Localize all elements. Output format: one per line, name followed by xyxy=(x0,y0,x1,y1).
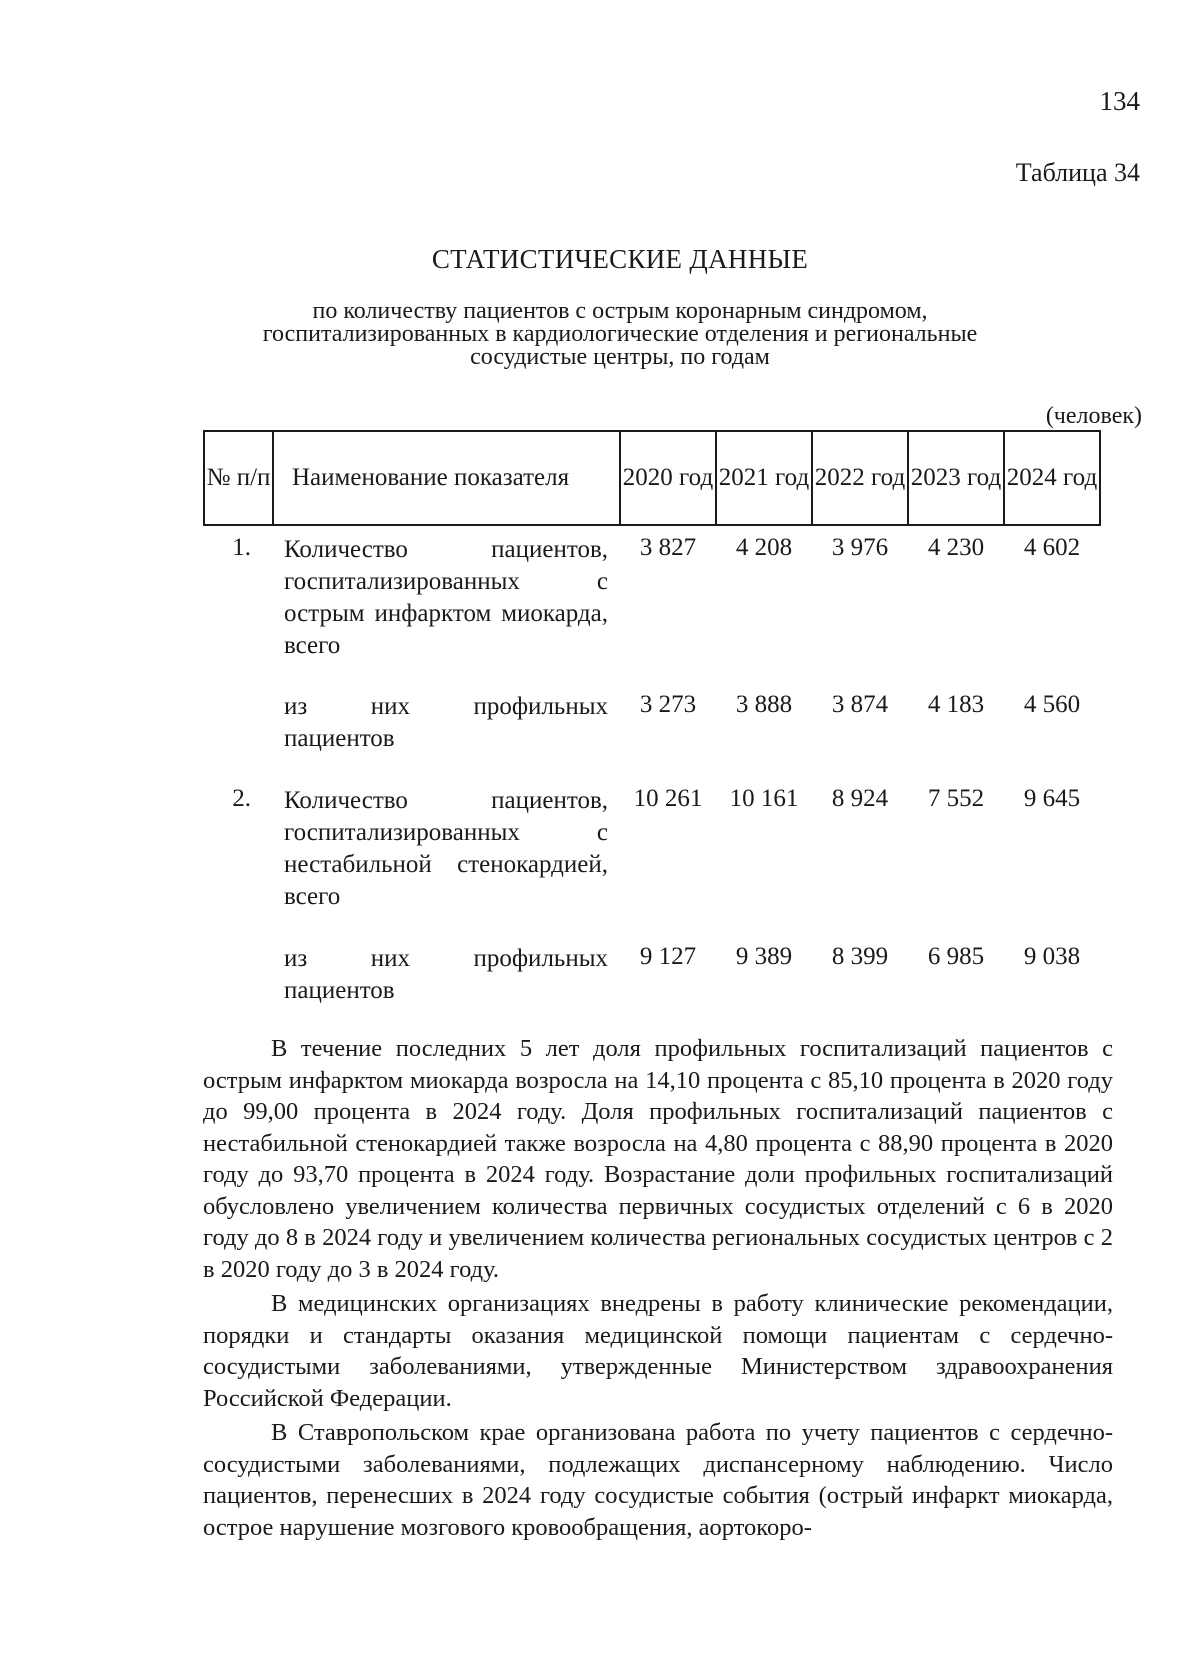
row-value-2023: 6 985 xyxy=(927,943,985,970)
header-indicator-name: Наименование показателя xyxy=(273,431,620,525)
header-year-2022: 2022 год xyxy=(812,431,908,525)
table-header-row xyxy=(204,431,1100,525)
row-value-2021: 10 161 xyxy=(729,785,799,812)
row-value-2020: 3 273 xyxy=(639,691,697,718)
paragraph: В медицинских организациях внедрены в работу клинические рекомендации, порядки и стандарты оказания медицинской помощи пациентам с сердечно-сосудистыми заболеваниями, утвержденные Министерством здравоохранения Российской Федерации. xyxy=(203,1290,1113,1412)
subtitle-line: по количеству пациентов с острым коронарным синдромом, xyxy=(312,298,928,324)
statistics-table xyxy=(203,430,1101,1015)
row-value-2024: 9 645 xyxy=(1023,785,1081,812)
subtitle-line: сосудистые центры, по годам xyxy=(470,344,770,370)
row-value-2020: 10 261 xyxy=(633,785,703,812)
row-number: 1. xyxy=(232,534,251,561)
row-value-2022: 8 924 xyxy=(831,785,889,812)
row-number xyxy=(204,935,273,1015)
row-value-2021: 9 389 xyxy=(735,943,793,970)
row-value-2024: 4 602 xyxy=(1023,534,1081,561)
row-number xyxy=(204,683,273,777)
row-value-2020: 3 827 xyxy=(639,534,697,561)
row-value-2024: 4 560 xyxy=(1023,691,1081,718)
table-row xyxy=(204,935,1100,1015)
header-year-2023: 2023 год xyxy=(908,431,1004,525)
header-year-2020: 2020 год xyxy=(620,431,716,525)
table-row xyxy=(204,683,1100,777)
header-year-2024: 2024 год xyxy=(1004,431,1100,525)
table-row xyxy=(204,525,1100,683)
row-value-2020: 9 127 xyxy=(639,943,697,970)
page-number: 134 xyxy=(1099,86,1140,116)
paragraph: В течение последних 5 лет доля профильных госпитализаций пациентов с острым инфарктом миокарда возросла на 14,10 процента с 85,10 процента в 2020 году до 99,00 процента в 2024 году. Доля профильных госпитализаций пациентов с нестабильной стенокардией также возросла на 4,80 процента с 88,90 процента в 2020 году до 93,70 процента в 2024 году. Возрастание доли профильных госпитализаций обусловлено увеличением количества первичных сосудистых отделений с 6 в 2020 году до 8 в 2024 году и увеличением количества региональных сосудистых центров с 2 в 2020 году до 3 в 2024 году. xyxy=(203,1035,1113,1283)
row-value-2021: 3 888 xyxy=(735,691,793,718)
row-value-2022: 8 399 xyxy=(831,943,889,970)
row-indicator-name: из них профильных пациентов xyxy=(284,945,608,1004)
document-subtitle xyxy=(200,300,1040,369)
body-text xyxy=(203,1033,1113,1546)
units-label: (человек) xyxy=(1045,403,1142,429)
row-value-2024: 9 038 xyxy=(1023,943,1081,970)
row-indicator-name: из них профильных пациентов xyxy=(284,693,608,752)
row-value-2022: 3 976 xyxy=(831,534,889,561)
table-label: Таблица 34 xyxy=(1015,158,1140,187)
row-indicator-name: Количество пациентов, госпитализированных с острым инфарктом миокарда, всего xyxy=(284,536,608,659)
header-number: № п/п xyxy=(204,431,273,525)
row-value-2023: 4 230 xyxy=(927,534,985,561)
row-value-2022: 3 874 xyxy=(831,691,889,718)
row-value-2023: 7 552 xyxy=(927,785,985,812)
row-number: 2. xyxy=(232,785,251,812)
table-row xyxy=(204,777,1100,935)
row-value-2021: 4 208 xyxy=(735,534,793,561)
paragraph: В Ставропольском крае организована работа по учету пациентов с сердечно-сосудистыми заболеваниями, подлежащих диспансерному наблюдению. Число пациентов, перенесших в 2024 году сосудистые события (острый инфаркт миокарда, острое нарушение мозгового кровообращения, аортокоро- xyxy=(203,1419,1113,1541)
subtitle-line: госпитализированных в кардиологические отделения и региональные xyxy=(262,321,978,347)
row-value-2023: 4 183 xyxy=(927,691,985,718)
row-indicator-name: Количество пациентов, госпитализированных с нестабильной стенокардией, всего xyxy=(284,787,608,910)
document-title: СТАТИСТИЧЕСКИЕ ДАННЫЕ xyxy=(431,244,809,274)
header-year-2021: 2021 год xyxy=(716,431,812,525)
